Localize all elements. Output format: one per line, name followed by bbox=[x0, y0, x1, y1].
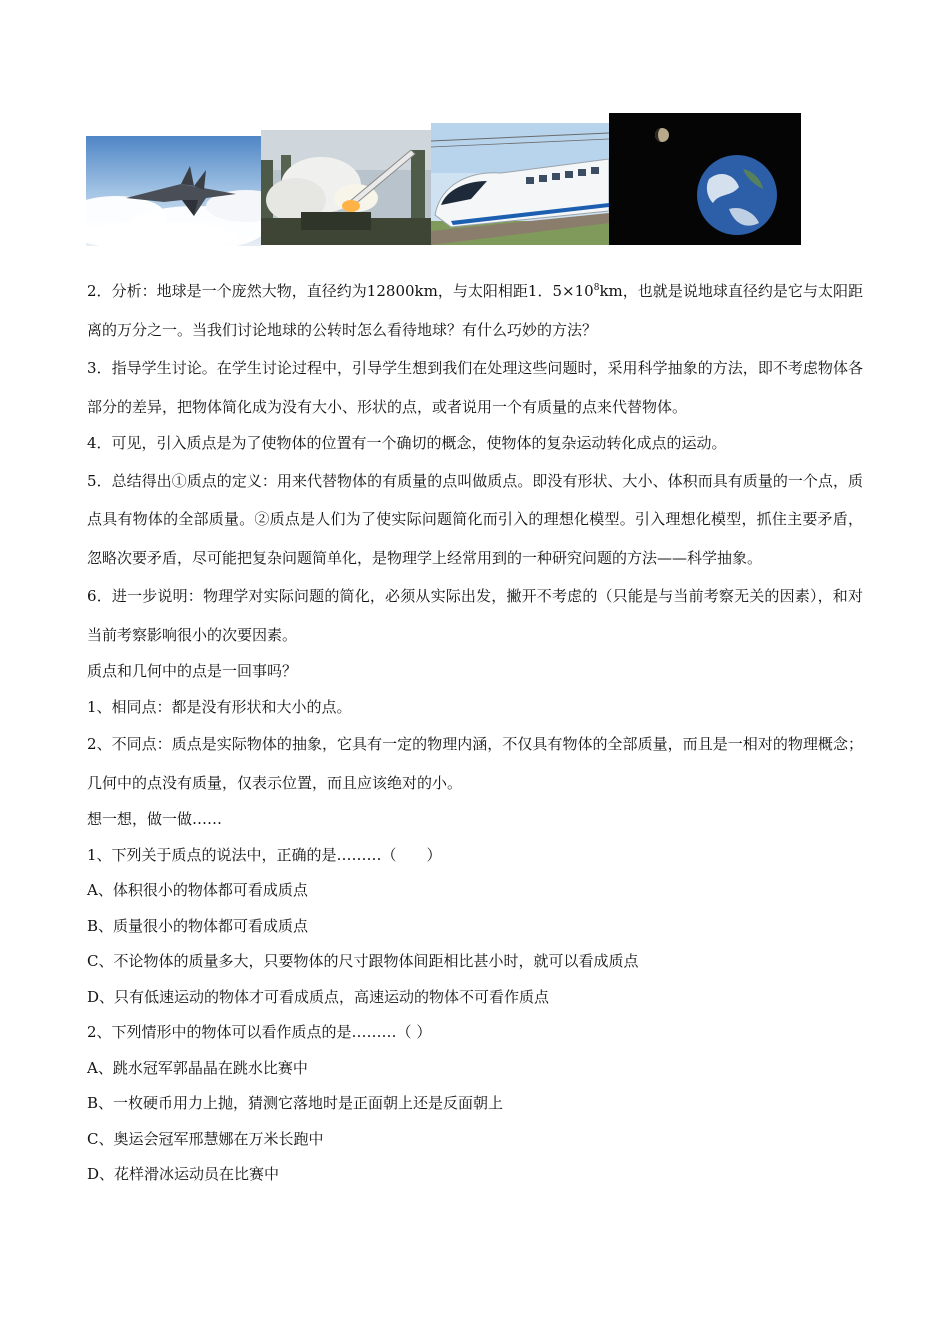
question-2-stem: 2、下列情形中的物体可以看作质点的是………（ ） bbox=[87, 1023, 432, 1041]
paragraph-analysis-text: 2．分析：地球是一个庞然大物，直径约为12800km，与太阳相距1．5×10 bbox=[87, 282, 594, 300]
paragraph-analysis bbox=[87, 272, 863, 349]
stealth-jet-photo bbox=[86, 136, 262, 246]
comparison-question: 质点和几何中的点是一回事吗？ bbox=[87, 662, 298, 680]
exponent: 8 bbox=[593, 283, 600, 293]
question-1-option-a: A、体积很小的物体都可看成质点 bbox=[87, 881, 308, 899]
missile-launch-photo bbox=[261, 130, 431, 245]
paragraph-analysis-text-end: km，也就是说地球直径约是它与太阳距离的万分之一。当我们讨论地球的公转时怎么看待地球？有什么巧妙的方法？ bbox=[87, 282, 863, 339]
paragraph-discussion: 3．指导学生讨论。在学生讨论过程中，引导学生想到我们在处理这些问题时，采用科学抽象的方法，即不考虑物体各部分的差异，把物体简化成为没有大小、形状的点，或者说用一个有质量的点来代替物体。 bbox=[87, 359, 863, 416]
comparison-different: 2、不同点：质点是实际物体的抽象，它具有一定的物理内涵，不仅具有物体的全部质量，而且是一相对的物理概念；几何中的点没有质量，仅表示位置，而且应该绝对的小。 bbox=[87, 735, 863, 792]
paragraph-further-explanation: 6．进一步说明：物理学对实际问题的简化，必须从实际出发，撇开不考虑的（只能是与当前考察无关的因素），和对当前考察影响很小的次要因素。 bbox=[87, 587, 863, 644]
question-2-option-b: B、一枚硬币用力上抛，猜测它落地时是正面朝上还是反面朝上 bbox=[87, 1094, 504, 1112]
question-1-option-d: D、只有低速运动的物体才可看成质点，高速运动的物体不可看作质点 bbox=[87, 987, 550, 1006]
exercise-heading: 想一想，做一做…… bbox=[87, 810, 223, 828]
comparison-same: 1、相同点：都是没有形状和大小的点。 bbox=[87, 697, 352, 716]
question-1-option-b: B、质量很小的物体都可看成质点 bbox=[87, 916, 309, 935]
photo-strip bbox=[0, 0, 950, 260]
question-1-stem: 1、下列关于质点的说法中，正确的是………（ ） bbox=[87, 845, 442, 864]
question-1-option-c: C、不论物体的质量多大，只要物体的尺寸跟物体间距相比甚小时，就可以看成质点 bbox=[87, 952, 639, 970]
paragraph-definition: 5．总结得出①质点的定义：用来代替物体的有质量的点叫做质点。即没有形状、大小、体积而具有质量的一个点，质点具有物体的全部质量。②质点是人们为了使实际问题简化而引入的理想化模型。引入理想化模型，抓住主要矛盾，忽略次要矛盾，尽可能把复杂问题简单化，是物理学上经常用到的一种研究问题的方法——科学抽象。 bbox=[87, 471, 863, 567]
question-2-option-d: D、花样滑冰运动员在比赛中 bbox=[87, 1165, 280, 1183]
question-2-option-c: C、奥运会冠军邢慧娜在万米长跑中 bbox=[87, 1129, 324, 1148]
document-body bbox=[87, 272, 863, 1193]
high-speed-train-photo bbox=[431, 123, 609, 245]
earth-moon-photo bbox=[609, 113, 801, 245]
paragraph-conclusion: 4．可见，引入质点是为了使物体的位置有一个确切的概念，使物体的复杂运动转化成点的运动。 bbox=[87, 434, 727, 452]
question-2-option-a: A、跳水冠军郭晶晶在跳水比赛中 bbox=[87, 1058, 308, 1077]
